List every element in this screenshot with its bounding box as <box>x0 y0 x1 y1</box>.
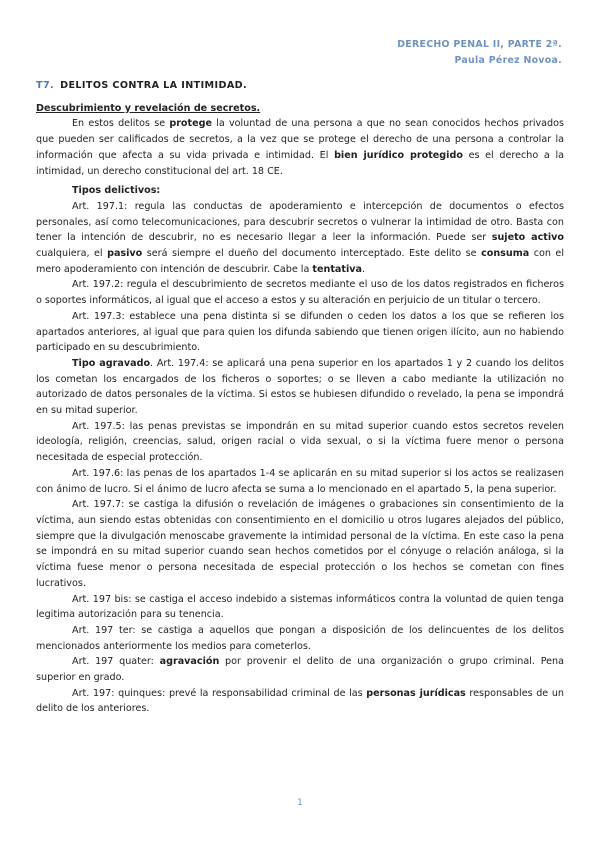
section-number: T7. <box>36 80 55 91</box>
tipos-heading: Tipos delictivos: <box>72 185 161 197</box>
article-197-6: Art. 197.6: las penas de los apartados 1-4 se aplicarán en su mitad superior si los actos se realizasen con ánimo de lucro. Si el ánimo de lucro afecta se suma a lo mencionado en el apartado 5, la pena superior. <box>36 467 564 495</box>
bold-term: pasivo <box>107 248 143 260</box>
bold-term: agravación <box>159 656 220 668</box>
bold-term: Tipo agravado <box>72 357 151 369</box>
author-name: Paula Pérez Novoa. <box>454 55 562 66</box>
article-197-5: Art. 197.5: las penas previstas se impondrán en su mitad superior cuando estos secretos revelen ideología, religión, creencias, salud, origen racial o vida sexual, o si la víctima fuere menor o persona necesitada de especial protección. <box>36 420 564 464</box>
article-197-ter: Art. 197 ter: se castiga a aquellos que pongan a disposición de los delincuentes de los delitos mencionados anteriormente los medios para cometerlos. <box>36 624 564 652</box>
section-title-text: DELITOS CONTRA LA INTIMIDAD. <box>60 80 248 91</box>
page-header <box>397 37 562 69</box>
article-197-quinques: Art. 197: quinques: prevé la responsabilidad criminal de las personas jurídicas responsables de un delito de los anteriores. <box>36 687 564 715</box>
bold-term: sujeto activo <box>491 232 564 244</box>
intro-paragraph: En estos delitos se protege la voluntad de una persona a que no sean conocidos hechos privados que pueden ser calificados de secretos, a la vez que se protege el derecho de una persona a controlar la información que afecta a su vida privada e intimidad. El bien jurídico protegido es el derecho a la intimidad, un derecho constitucional del art. 18 CE. <box>36 118 564 177</box>
document-body <box>36 78 564 717</box>
course-title: DERECHO PENAL II, PARTE 2ª. <box>397 39 562 50</box>
article-197-quater: Art. 197 quater: agravación por provenir el delito de una organización o grupo criminal. Pena superior en grado. <box>36 656 565 684</box>
bold-term: personas jurídicas <box>366 687 466 699</box>
article-197-bis: Art. 197 bis: se castiga el acceso indebido a sistemas informáticos contra la voluntad de quien tenga legitima autorización para su tenencia. <box>36 593 564 621</box>
section-title <box>36 78 564 94</box>
bold-term: consuma <box>481 248 530 260</box>
bold-term: bien jurídico protegido <box>334 149 463 161</box>
article-197-7: Art. 197.7: se castiga la difusión o revelación de imágenes o grabaciones sin consentimiento de la víctima, aun siendo estas obtenidas con consentimiento en el domicilio u otros lugares alejados del público, siempre que la divulgación menoscabe gravemente la intimidad personal de la víctima. En este caso la pena se impondrá en su mitad superior cuando sean hechos cometidos por el cónyuge o relación análoga, si la víctima fuese menor o persona necesitada de especial protección o los hechos se cometan con fines lucrativos. <box>36 499 564 589</box>
bold-term: tentativa <box>312 263 362 275</box>
article-197-3: Art. 197.3: establece una pena distinta si se difunden o ceden los datos a los que se refieren los apartados anteriores, al igual que para quien los difunda sabiendo que tienen origen ilícito, aun no habiendo participado en su descubrimiento. <box>36 310 564 354</box>
subsection-title: Descubrimiento y revelación de secretos. <box>36 102 261 114</box>
bold-term: protege <box>169 118 212 130</box>
article-197-1: Art. 197.1: regula las conductas de apoderamiento e intercepción de documentos o efectos personales, así como telecomunicaciones, para descubrir secretos o vulnerar la intimidad de otro. Basta con tener la intención de descubrir, no es necesario llegar a leer la información. Puede ser sujeto activo cualquiera, el pasivo será siempre el dueño del documento interceptado. Este delito se consuma con el mero apoderamiento con intención de descubrir. Cabe la tentativa. <box>36 200 564 275</box>
article-197-2: Art. 197.2: regula el descubrimiento de secretos mediante el uso de los datos registrados en ficheros o soportes informáticos, al igual que el acceso a estos y su alteración en perjuicio de un titular o tercero. <box>36 279 564 307</box>
page-number: 1 <box>297 798 303 808</box>
article-197-4: Tipo agravado. Art. 197.4: se aplicará una pena superior en los apartados 1 y 2 cuando los delitos los cometan los encargados de los ficheros o soportes; o se lleven a cabo mediante la utilización no autorizado de datos personales de la víctima. Si estos se hubiesen difundido o revelado, la pena se impondrá en su mitad superior. <box>36 357 564 417</box>
